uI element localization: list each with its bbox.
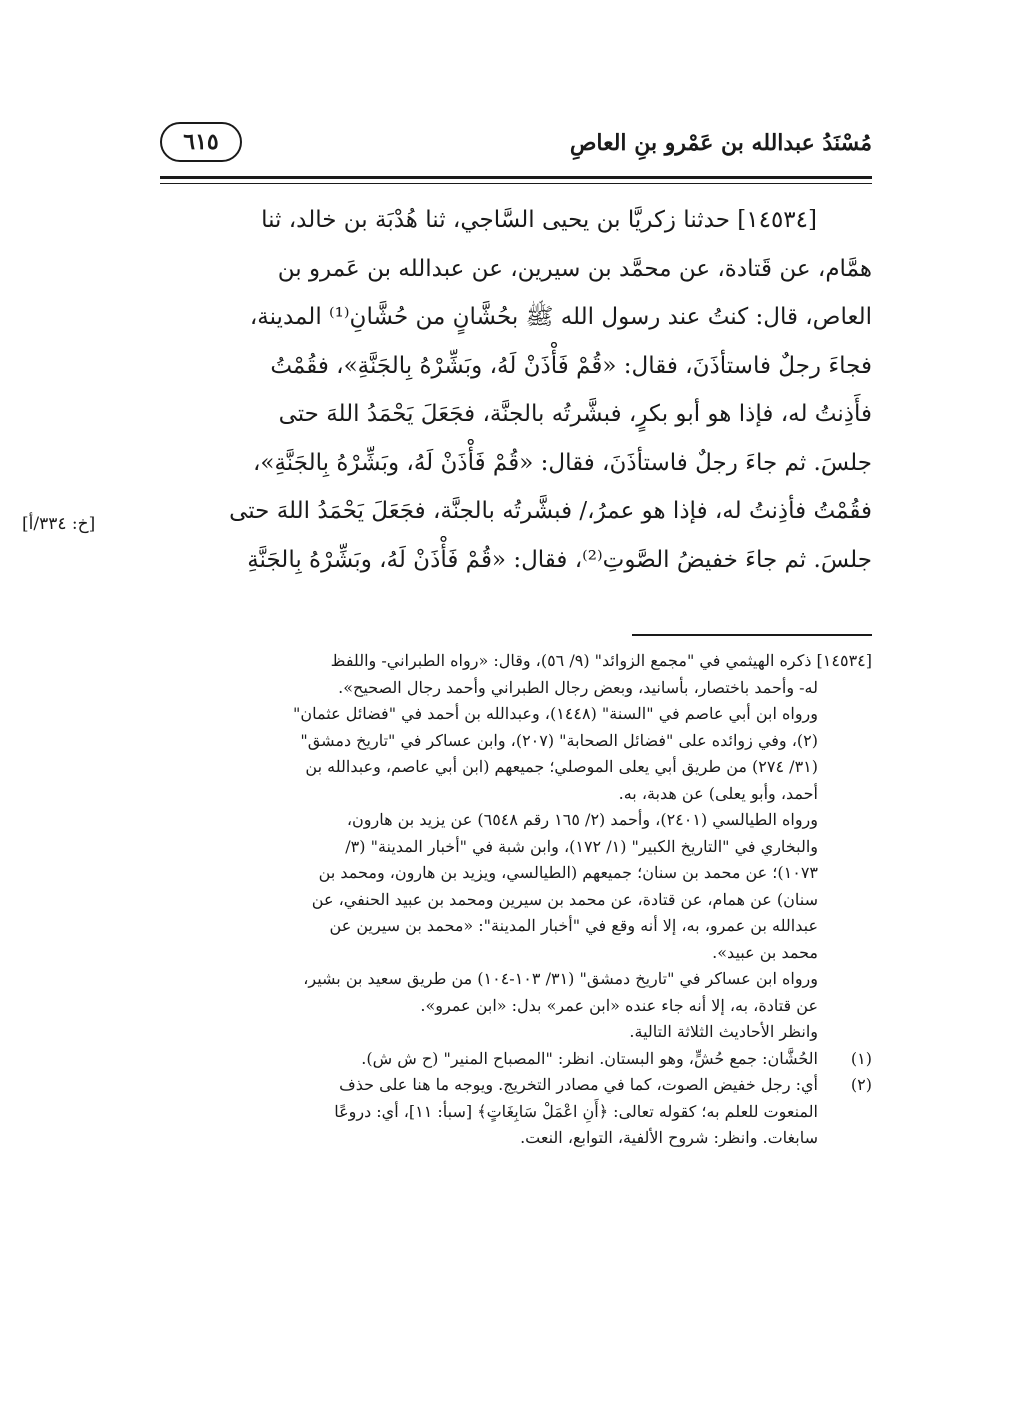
hadith-text: [160, 196, 872, 584]
footnote-line: سابغات. وانظر: شروح الألفية، التوابع، النعت.: [520, 1128, 818, 1147]
text-line: العاص، قال: كنتُ عند رسول الله ﷺ بحُشَّانٍ من حُشَّانِ⁽¹⁾ المدينة،: [249, 304, 872, 330]
footnote-number: (١): [850, 1048, 872, 1068]
text-line: فقُمْتُ فأذِنتُ له، فإذا هو عمرُ،/ فبشَّرتُه بالجنَّة، فجَعَلَ يَحْمَدُ اللهَ حتى: [229, 498, 872, 524]
footnote-line: عبدالله بن عمرو، به، إلا أنه وقع في "أخبار المدينة": «محمد بن سيرين عن: [329, 916, 818, 935]
footnote-line: محمد بن عبيد».: [712, 942, 818, 962]
takhrij-paragraph: [160, 1019, 872, 1046]
footnote-line: الحُشَّان: جمع حُشٍّ، وهو البستان. انظر: "المصباح المنير" (ح ش ش).: [361, 1048, 818, 1068]
page-header: [160, 122, 872, 174]
footnotes: [160, 648, 872, 1152]
manuscript-margin-reference: [خ: ٣٣٤/أ]: [22, 514, 96, 534]
page-number: ٦١٥: [160, 122, 242, 162]
footnote-number: (٢): [850, 1075, 872, 1094]
footnote-line: ورواه ابن عساكر في "تاريخ دمشق" (٣١/ ١٠٣-١٠٤) من طريق سعيد بن بشير،: [303, 969, 818, 988]
footnote-line: [١٤٥٣٤] ذكره الهيثمي في "مجمع الزوائد" (٩/ ٥٦)، وقال: «رواه الطبراني- واللفظ: [330, 651, 872, 670]
footnote-line: ورواه الطيالسي (٢٤٠١)، وأحمد (٢/ ١٦٥ رقم ٦٥٤٨) عن يزيد بن هارون،: [346, 810, 818, 829]
footnote-1: [160, 1046, 872, 1073]
footnote-line: وانظر الأحاديث الثلاثة التالية.: [629, 1022, 818, 1041]
footnote-line: (٢)، وفي زوائده على "فضائل الصحابة" (٢٠٧)، وابن عساكر في "تاريخ دمشق": [300, 730, 818, 750]
footnote-line: أي: رجل خفيض الصوت، كما في مصادر التخريج. ويوجه ما هنا على حذف: [339, 1075, 818, 1094]
header-rule-thick: [160, 176, 872, 179]
footnote-line: المنعوت للعلم به؛ كقوله تعالى: ﴿أَنِ اعْمَلْ سَابِغَاتٍ﴾ [سبأ: ١١]، أي: دروعًا: [334, 1101, 818, 1121]
footnote-separator: [632, 634, 872, 636]
takhrij-paragraph: [160, 701, 872, 807]
footnote-line: والبخاري في "التاريخ الكبير" (١/ ١٧٢)، وابن شبة في "أخبار المدينة" (٣/: [345, 836, 818, 856]
running-title: مُسْنَدُ عبدالله بن عَمْرو بنِ العاصِ: [569, 130, 872, 156]
footnote-line: (٣١/ ٢٧٤) من طريق أبي يعلى الموصلي؛ جميعهم (ابن أبي عاصم، وعبدالله بن: [305, 757, 818, 776]
footnote-line: أحمد، وأبو يعلى) عن هدبة، به.: [618, 783, 818, 803]
text-line: همَّام، عن قَتادة، عن محمَّد بن سيرين، عن عبدالله بن عَمرو بن: [277, 255, 872, 282]
text-line: جلسَ. ثم جاءَ خفيضُ الصَّوتِ⁽²⁾، فقال: «قُمْ فَأْذَنْ لَهُ، وبَشِّرْهُ بِالجَنَّةِ: [247, 546, 872, 573]
text-line: فجاءَ رجلٌ فاستأذَنَ، فقال: «قُمْ فَأْذَنْ لَهُ، وبَشِّرْهُ بِالجَنَّةِ»، فقُمْتُ: [270, 352, 872, 379]
footnote-line: عن قتادة، به، إلا أنه جاء عنده «ابن عمر» بدل: «ابن عمرو».: [420, 995, 818, 1015]
footnote-line: ورواه ابن أبي عاصم في "السنة" (١٤٤٨)، وعبدالله بن أحمد في "فضائل عثمان": [293, 704, 818, 723]
footnote-2: [160, 1072, 872, 1152]
footnote-line: سنان) عن همام، عن قتادة، عن محمد بن سيرين ومحمد بن عبيد الحنفي، عن: [311, 889, 818, 909]
footnote-line: له- وأحمد باختصار، بأسانيد، وبعض رجال الطبراني وأحمد رجال الصحيح».: [338, 677, 818, 697]
text-line: فأَذِنتُ له، فإذا هو أبو بكرٍ، فبشَّرتُه بالجنَّة، فجَعَلَ يَحْمَدُ اللهَ حتى: [278, 401, 872, 427]
takhrij-paragraph: [160, 807, 872, 966]
takhrij-paragraph: [160, 648, 872, 701]
header-rule-thin: [160, 183, 872, 184]
footnote-line: ١٠٧٣)؛ عن محمد بن سنان؛ جميعهم (الطيالسي، ويزيد بن هارون، ومحمد بن: [318, 863, 818, 882]
takhrij-paragraph: [160, 966, 872, 1019]
text-line: [١٤٥٣٤] حدثنا زكريَّا بن يحيى السَّاجي، ثنا هُدْبَة بن خالد، ثنا: [261, 207, 817, 233]
text-line: جلسَ. ثم جاءَ رجلٌ فاستأذَنَ، فقال: «قُمْ فَأْذَنْ لَهُ، وبَشِّرْهُ بِالجَنَّةِ»،: [252, 449, 872, 476]
